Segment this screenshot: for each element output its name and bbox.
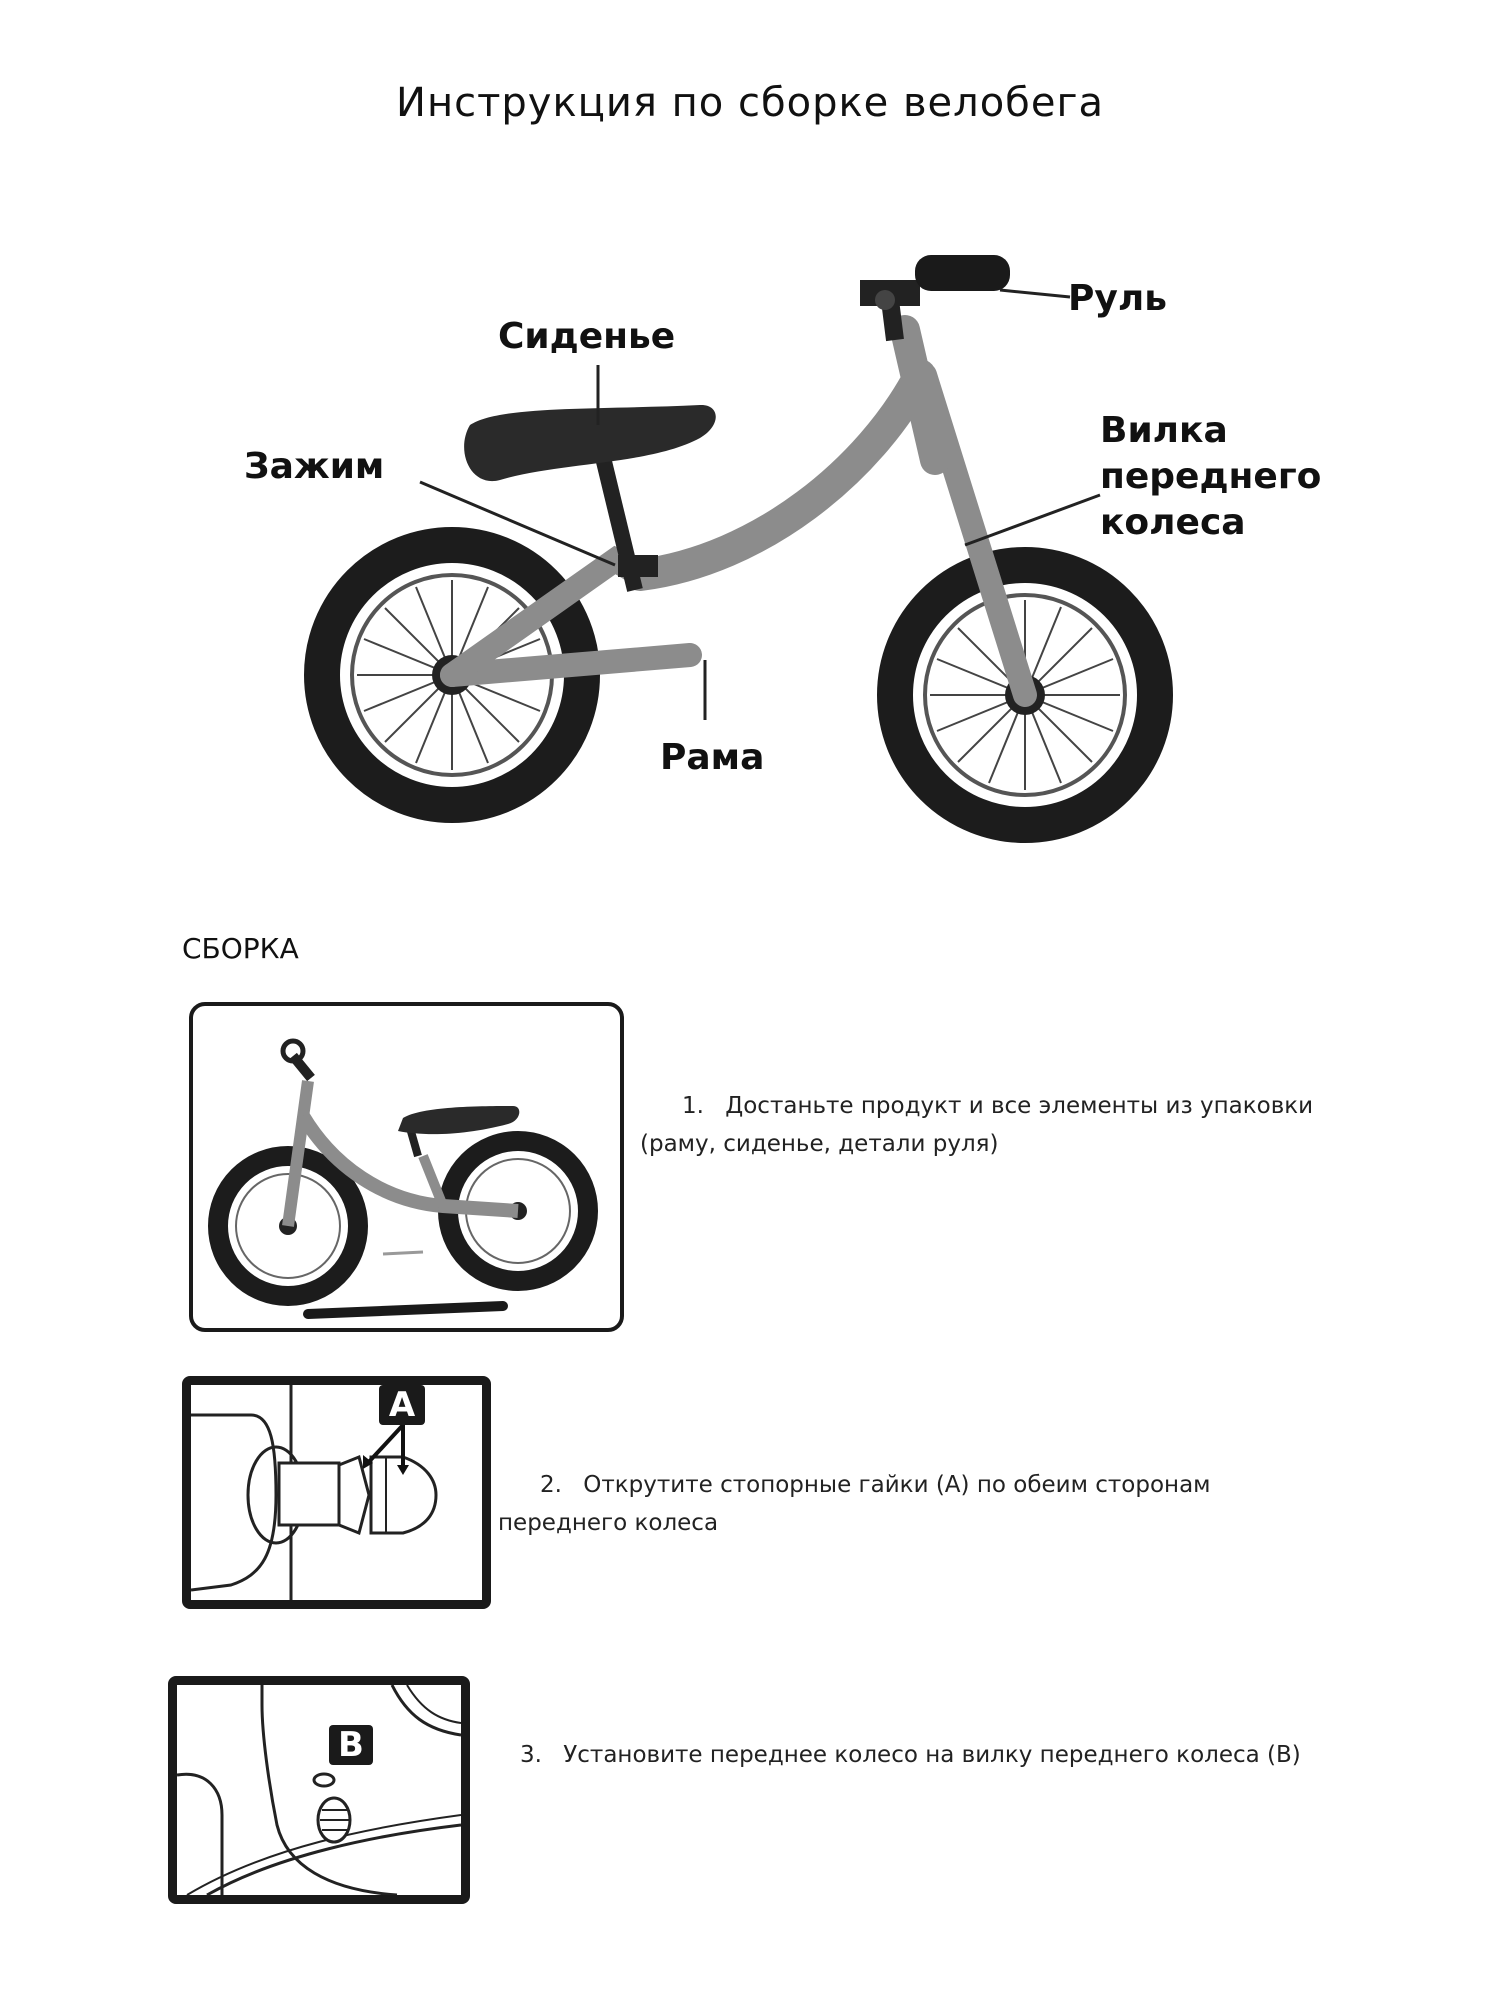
step-3-text bbox=[478, 1736, 1378, 1774]
marker-b-badge: B bbox=[329, 1725, 373, 1765]
step-3-number: 3. bbox=[520, 1742, 542, 1768]
marker-a-badge: A bbox=[379, 1385, 425, 1425]
step-1-text bbox=[640, 1087, 1340, 1163]
page-title: Инструкция по сборке велобега bbox=[396, 80, 1104, 126]
step-2-figure bbox=[182, 1376, 491, 1609]
step-2-number: 2. bbox=[540, 1472, 562, 1498]
step-1-number: 1. bbox=[682, 1093, 704, 1119]
section-title: СБОРКА bbox=[182, 932, 299, 965]
label-clamp: Зажим bbox=[244, 446, 385, 487]
label-handlebar: Руль bbox=[1068, 278, 1167, 319]
step-3-figure bbox=[168, 1676, 470, 1904]
label-frame: Рама bbox=[660, 737, 765, 778]
step-2-description: Открутите стопорные гайки (А) по обеим сторонам переднего колеса bbox=[498, 1472, 1211, 1536]
step-2-nut-detail bbox=[191, 1385, 482, 1600]
step-3-fork-detail bbox=[177, 1685, 461, 1895]
step-1-description: Достаньте продукт и все элементы из упаковки (раму, сиденье, детали руля) bbox=[640, 1093, 1314, 1157]
handlebar-assembly bbox=[860, 255, 1010, 340]
label-fork: Вилка переднего колеса bbox=[1100, 410, 1322, 543]
label-seat: Сиденье bbox=[498, 316, 676, 357]
step-1-figure bbox=[189, 1002, 624, 1332]
step-2-text bbox=[498, 1466, 1298, 1542]
step-1-bike-icon bbox=[193, 1006, 620, 1328]
step-3-description: Установите переднее колесо на вилку переднего колеса (B) bbox=[563, 1742, 1301, 1768]
